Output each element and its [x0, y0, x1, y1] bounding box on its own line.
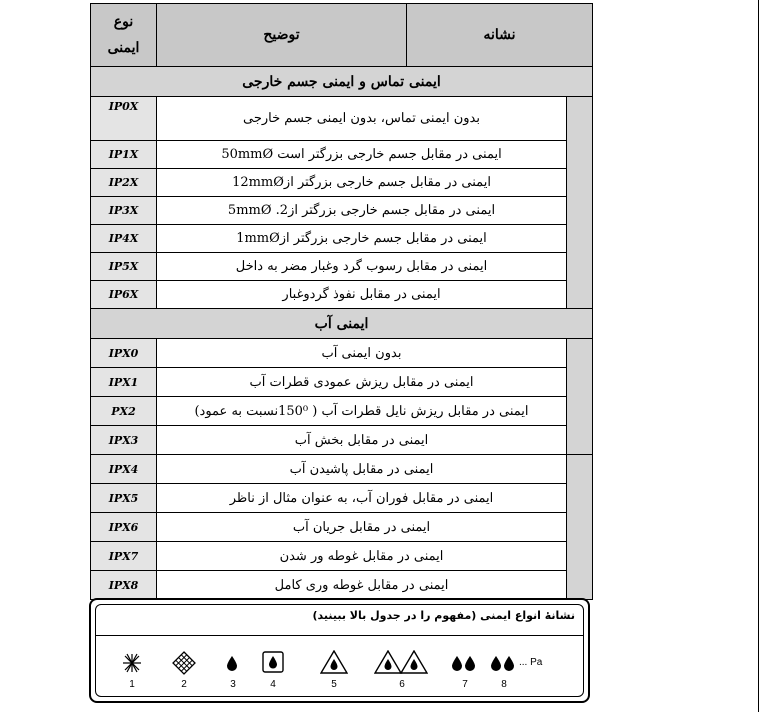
- table-row: [91, 513, 593, 542]
- ip-description: ایمنی در مقابل رسوب گرد وغبار مضر به داخل: [157, 253, 567, 281]
- ip-code: IP2X: [91, 169, 157, 197]
- section-header-contact: [91, 67, 593, 97]
- legend-number: 3: [230, 679, 236, 690]
- ip-code: IPX1: [91, 368, 157, 397]
- header-description-cell: توضیح: [157, 4, 407, 67]
- grid-diamond-icon: [172, 651, 196, 675]
- ip-description: ایمنی در مقابل جسم خارجی بزرگتر از2. 5mmØ: [157, 197, 567, 225]
- legend-number: 8: [501, 679, 507, 690]
- table-row: [91, 397, 593, 426]
- table-row: [91, 368, 593, 397]
- drop-in-triangle-icon: [320, 650, 348, 674]
- ip-description: ایمنی در مقابل ریزش نایل قطرات آب ( 150⁰نسبت به عمود): [157, 397, 567, 426]
- ip-description: ایمنی در مقابل پاشیدن آب: [157, 455, 567, 484]
- ip-code: IP0X: [91, 97, 157, 141]
- ip-code: IP6X: [91, 281, 157, 309]
- ip-description: ایمنی در مقابل غوطه وری کامل: [157, 571, 567, 600]
- ip-code: IPX8: [91, 571, 157, 600]
- legend-number: 5: [331, 679, 337, 690]
- table-row: [91, 484, 593, 513]
- symbol-column-cell: [567, 339, 593, 455]
- drop-in-square-icon: [262, 651, 284, 673]
- ip-code: IP5X: [91, 253, 157, 281]
- table-row: [91, 281, 593, 309]
- ip-code: IP1X: [91, 141, 157, 169]
- legend-number: 7: [462, 679, 468, 690]
- double-triangle-drop-icon: [374, 650, 428, 674]
- ip-description: ایمنی در مقابل غوطه ور شدن: [157, 542, 567, 571]
- legend-number: 1: [129, 679, 135, 690]
- ip-code: IPX4: [91, 455, 157, 484]
- single-drop-icon: [226, 655, 238, 671]
- table-row: [91, 571, 593, 600]
- table-header-row: [91, 4, 593, 67]
- ip-description: ایمنی در مقابل جسم خارجی بزرگتر از1mmØ: [157, 225, 567, 253]
- table-row: [91, 253, 593, 281]
- ip-code: IPX7: [91, 542, 157, 571]
- ip-description: ایمنی در مقابل جسم خارجی بزرگتر است 50mmØ: [157, 141, 567, 169]
- ip-description: ایمنی در مقابل جسم خارجی بزرگتر از12mmØ: [157, 169, 567, 197]
- table-row: [91, 97, 593, 141]
- ip-protection-table: [90, 3, 593, 600]
- ip-description: ایمنی در مقابل نفوذ گردوغبار: [157, 281, 567, 309]
- section-title: ایمنی آب: [91, 309, 593, 339]
- table-row: [91, 141, 593, 169]
- ip-code: IPX3: [91, 426, 157, 455]
- legend-divider: [96, 635, 583, 636]
- table-row: [91, 455, 593, 484]
- ip-code: IP4X: [91, 225, 157, 253]
- table-row: [91, 339, 593, 368]
- ip-description: ایمنی در مقابل فوران آب، به عنوان مثال از ناظر: [157, 484, 567, 513]
- page-right-border: [758, 0, 759, 712]
- table-row: [91, 225, 593, 253]
- ip-description: ایمنی در مقابل ریزش عمودی قطرات آب: [157, 368, 567, 397]
- star-mesh-icon: [122, 653, 142, 673]
- ip-code: IPX0: [91, 339, 157, 368]
- ip-description: بدون ایمنی تماس، بدون ایمنی جسم خارجی: [157, 97, 567, 141]
- symbol-legend-box: [89, 598, 590, 703]
- double-drop-pa-icon: [490, 655, 516, 671]
- symbol-column-cell: [567, 97, 593, 309]
- legend-title: نشانهٔ انواع ایمنی (مفهوم را در جدول بالا ببینید): [312, 609, 575, 622]
- table-row: [91, 542, 593, 571]
- header-symbol-cell: نشانه: [407, 4, 593, 67]
- ip-description: ایمنی در مقابل بخش آب: [157, 426, 567, 455]
- pressure-label: ... Pa: [519, 657, 543, 668]
- table-row: [91, 426, 593, 455]
- double-drop-icon: [451, 655, 477, 671]
- ip-code: IPX5: [91, 484, 157, 513]
- ip-description: ایمنی در مقابل جریان آب: [157, 513, 567, 542]
- header-type-label: نوع ایمنی: [107, 14, 140, 56]
- legend-number: 6: [399, 679, 405, 690]
- ip-code: IPX6: [91, 513, 157, 542]
- symbol-legend-inner: [95, 604, 584, 697]
- ip-code: IP3X: [91, 197, 157, 225]
- header-type-cell: [91, 4, 157, 67]
- legend-number: 4: [270, 679, 276, 690]
- section-header-water: [91, 309, 593, 339]
- table-row: [91, 197, 593, 225]
- table-row: [91, 169, 593, 197]
- section-title: ایمنی تماس و ایمنی جسم خارجی: [91, 67, 593, 97]
- ip-description: بدون ایمنی آب: [157, 339, 567, 368]
- ip-code: PX2: [91, 397, 157, 426]
- symbol-column-cell: [567, 455, 593, 600]
- legend-number: 2: [181, 679, 187, 690]
